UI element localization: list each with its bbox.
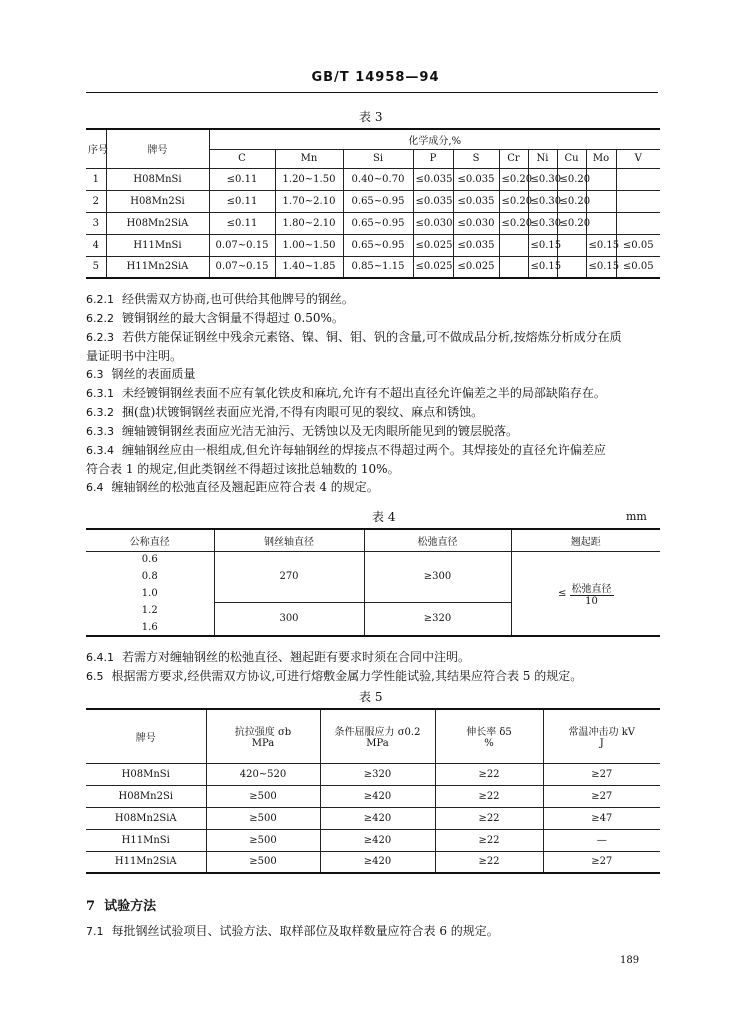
property-value: ≥500 xyxy=(206,851,320,873)
t4-diameter: 0.6 xyxy=(86,551,214,568)
row-seq: 1 xyxy=(86,168,106,190)
composition-cell xyxy=(557,256,586,278)
row-grade: H08MnSi xyxy=(106,168,209,190)
header-label: 伸长率 δ5 xyxy=(466,727,512,739)
header-unit: MPa xyxy=(366,738,389,750)
property-value: ≥500 xyxy=(206,807,320,829)
property-value: ≥500 xyxy=(206,829,320,851)
header-unit: MPa xyxy=(251,738,275,750)
composition-cell: ≤0.11 xyxy=(209,212,275,234)
section-7-number: 7 xyxy=(86,899,96,914)
property-value: ≥420 xyxy=(320,829,435,851)
row-grade: H08Mn2SiA xyxy=(106,212,209,234)
page-number: 189 xyxy=(620,955,640,966)
t4-diameter: 1.6 xyxy=(86,619,214,636)
composition-cell: ≤0.025 xyxy=(413,256,453,278)
composition-cell: ≤0.05 xyxy=(616,234,660,256)
paragraph-text: 每批钢丝试验项目、试验方法、取样部位及取样数量应符合表 6 的规定。 xyxy=(111,924,499,938)
composition-cell: ≤0.035 xyxy=(453,234,499,256)
row-seq: 5 xyxy=(86,256,106,278)
paragraph-line xyxy=(86,403,660,422)
t4-axle-270: 270 xyxy=(214,551,364,602)
property-header xyxy=(206,709,320,763)
header-label: 条件屈服应力 σ0.2 xyxy=(334,727,421,739)
paragraph-line xyxy=(86,365,660,384)
row-grade: H11MnSi xyxy=(106,234,209,256)
composition-cell: 1.80~2.10 xyxy=(275,212,343,234)
composition-cell: ≤0.030 xyxy=(453,212,499,234)
table-row xyxy=(86,234,660,256)
paragraph-text: 捆(盘)状镀铜钢丝表面应光滑,不得有肉眼可见的裂纹、麻点和锈蚀。 xyxy=(122,405,484,419)
paragraph-number: 6.2.1 xyxy=(86,293,114,306)
composition-cell: 0.07~0.15 xyxy=(209,256,275,278)
paragraph-text: 钢丝的表面质量 xyxy=(111,367,196,381)
composition-cell: ≤0.15 xyxy=(586,234,616,256)
col-seq-header: 序号 xyxy=(86,129,106,168)
row-seq: 2 xyxy=(86,190,106,212)
composition-cell: ≤0.035 xyxy=(453,190,499,212)
property-value: ≥22 xyxy=(435,763,543,785)
property-value: ≥500 xyxy=(206,785,320,807)
paragraph-text: 缠轴钢丝应由一根组成,但允许每轴钢丝的焊接点不得超过两个。其焊接处的直径允许偏差应 xyxy=(122,443,606,457)
paragraph-line xyxy=(86,384,660,403)
paragraph-text: 若供方能保证钢丝中残余元素铬、镍、铜、钼、钒的含量,可不做成品分析,按熔炼分析成分在质 xyxy=(122,330,622,344)
paragraph-number: 6.3.2 xyxy=(86,406,114,419)
paragraph-number: 6.3.3 xyxy=(86,425,114,438)
table3-caption: 表 3 xyxy=(359,110,383,124)
composition-cell: ≤0.025 xyxy=(413,234,453,256)
composition-cell xyxy=(586,190,616,212)
property-value: — xyxy=(543,829,660,851)
row-grade: H08MnSi xyxy=(86,763,206,785)
property-header xyxy=(86,709,206,763)
composition-cell: 1.70~2.10 xyxy=(275,190,343,212)
t4-lift-denominator: 10 xyxy=(585,595,598,607)
section-7-heading xyxy=(86,895,156,914)
composition-cell xyxy=(616,190,660,212)
row-seq: 3 xyxy=(86,212,106,234)
paragraph-line xyxy=(86,648,660,667)
property-value: ≥420 xyxy=(320,785,435,807)
property-value: ≥320 xyxy=(320,763,435,785)
element-header-s: S xyxy=(453,149,499,168)
t4-diameter: 0.8 xyxy=(86,568,214,585)
paragraph-number: 6.3.1 xyxy=(86,387,114,400)
standard-header: GB/T 14958—94 xyxy=(311,70,440,85)
t4-diameter: 1.2 xyxy=(86,602,214,619)
paragraph-block-6-2 xyxy=(86,290,660,497)
element-header-mn: Mn xyxy=(275,149,343,168)
table-row xyxy=(86,785,660,807)
composition-cell: ≤0.025 xyxy=(453,256,499,278)
composition-cell xyxy=(499,256,528,278)
property-value: ≥420 xyxy=(320,851,435,873)
composition-cell: ≤0.30 xyxy=(528,168,557,190)
property-value: ≥22 xyxy=(435,807,543,829)
table-row xyxy=(86,763,660,785)
table-row xyxy=(86,256,660,278)
composition-cell: ≤0.15 xyxy=(586,256,616,278)
paragraph-text: 缠轴钢丝的松弛直径及翘起距应符合表 4 的规定。 xyxy=(111,480,379,494)
paragraph-number: 6.3.4 xyxy=(86,444,114,457)
table4-caption: 表 4 xyxy=(372,510,396,524)
property-value: ≥27 xyxy=(543,763,660,785)
composition-cell xyxy=(499,234,528,256)
paragraph-text: 符合表 1 的规定,但此类钢丝不得超过该批总轴数的 10%。 xyxy=(86,462,400,476)
composition-cell: ≤0.20 xyxy=(557,212,586,234)
composition-cell: ≤0.20 xyxy=(557,168,586,190)
t4-relax-320: ≥320 xyxy=(364,602,511,636)
composition-cell: ≤0.035 xyxy=(413,190,453,212)
composition-cell xyxy=(616,212,660,234)
chem-composition-header: 化学成分,% xyxy=(209,129,660,149)
table-row xyxy=(86,190,660,212)
paragraph-block-6-4-1 xyxy=(86,648,660,686)
header-rule xyxy=(86,92,658,93)
property-value: ≥22 xyxy=(435,785,543,807)
paragraph-line xyxy=(86,441,660,460)
table-row xyxy=(86,168,660,190)
paragraph-text: 经供需双方协商,也可供给其他牌号的钢丝。 xyxy=(122,292,354,306)
composition-cell: 0.65~0.95 xyxy=(343,190,413,212)
table-row xyxy=(86,829,660,851)
t4-lift-formula xyxy=(511,551,660,636)
element-header-ni: Ni xyxy=(528,149,557,168)
row-grade: H08Mn2Si xyxy=(86,785,206,807)
property-value: ≥47 xyxy=(543,807,660,829)
t4-axle-300: 300 xyxy=(214,602,364,636)
t4-relax-300: ≥300 xyxy=(364,551,511,602)
composition-cell: ≤0.15 xyxy=(528,234,557,256)
composition-cell: ≤0.05 xyxy=(616,256,660,278)
paragraph-line xyxy=(86,309,660,328)
t4-header-relax-diameter: 松弛直径 xyxy=(364,529,511,551)
row-seq: 4 xyxy=(86,234,106,256)
row-grade: H08Mn2Si xyxy=(106,190,209,212)
composition-cell xyxy=(586,212,616,234)
table5-caption: 表 5 xyxy=(359,690,383,704)
composition-cell: 0.65~0.95 xyxy=(343,212,413,234)
element-header-cr: Cr xyxy=(499,149,528,168)
paragraph-number: 7.1 xyxy=(86,925,104,938)
paragraph-text: 根据需方要求,经供需双方协议,可进行熔敷金属力学性能试验,其结果应符合表 5 的规定。 xyxy=(111,669,583,683)
paragraph-7-1 xyxy=(86,922,660,941)
paragraph-text: 若需方对缠轴钢丝的松弛直径、翘起距有要求时须在合同中注明。 xyxy=(122,650,471,664)
composition-cell: ≤0.20 xyxy=(499,168,528,190)
property-value: ≥22 xyxy=(435,829,543,851)
relaxation-diameter-table xyxy=(86,528,660,637)
paragraph-number: 6.2.2 xyxy=(86,312,114,325)
property-value: 420~520 xyxy=(206,763,320,785)
paragraph-text: 量证明书中注明。 xyxy=(86,349,183,363)
composition-cell xyxy=(586,168,616,190)
row-grade: H11Mn2SiA xyxy=(86,851,206,873)
paragraph-line xyxy=(86,328,660,347)
composition-cell: 0.07~0.15 xyxy=(209,234,275,256)
row-grade: H11MnSi xyxy=(86,829,206,851)
table-row xyxy=(86,851,660,873)
paragraph-text: 镀铜钢丝的最大含铜量不得超过 0.50%。 xyxy=(122,311,344,325)
paragraph-text: 缠轴镀铜钢丝表面应光洁无油污、无锈蚀以及无肉眼所能见到的镀层脱落。 xyxy=(122,424,519,438)
element-header-si: Si xyxy=(343,149,413,168)
element-header-c: C xyxy=(209,149,275,168)
table-row xyxy=(86,212,660,234)
header-label: 常温冲击功 kV xyxy=(568,727,635,739)
header-unit: J xyxy=(599,738,604,750)
header-label: 抗拉强度 σb xyxy=(234,727,292,739)
paragraph-line xyxy=(86,478,660,497)
composition-cell: ≤0.030 xyxy=(413,212,453,234)
paragraph-line xyxy=(86,347,660,365)
composition-cell: 1.00~1.50 xyxy=(275,234,343,256)
composition-cell: 1.20~1.50 xyxy=(275,168,343,190)
paragraph-line xyxy=(86,290,660,309)
property-header xyxy=(320,709,435,763)
t4-lift-numerator: 松弛直径 xyxy=(570,580,614,596)
composition-cell xyxy=(616,168,660,190)
composition-cell: ≤0.20 xyxy=(557,190,586,212)
paragraph-number: 6.5 xyxy=(86,670,104,683)
property-value: ≥22 xyxy=(435,851,543,873)
row-grade: H08Mn2SiA xyxy=(86,807,206,829)
paragraph-line xyxy=(86,460,660,478)
property-value: ≥27 xyxy=(543,785,660,807)
t4-lift-prefix: ≤ xyxy=(557,587,567,599)
element-header-v: V xyxy=(616,149,660,168)
chemical-composition-table xyxy=(86,128,660,279)
paragraph-number: 6.2.3 xyxy=(86,331,114,344)
composition-cell: 0.40~0.70 xyxy=(343,168,413,190)
mechanical-properties-table xyxy=(86,708,660,874)
t4-diameter: 1.0 xyxy=(86,585,214,602)
element-header-mo: Mo xyxy=(586,149,616,168)
paragraph-number: 6.4 xyxy=(86,481,104,494)
composition-cell: ≤0.035 xyxy=(453,168,499,190)
composition-cell: 0.85~1.15 xyxy=(343,256,413,278)
header-unit: % xyxy=(484,738,494,750)
paragraph-number: 6.4.1 xyxy=(86,651,114,664)
property-value: ≥420 xyxy=(320,807,435,829)
element-header-p: P xyxy=(413,149,453,168)
composition-cell: 1.40~1.85 xyxy=(275,256,343,278)
composition-cell: ≤0.30 xyxy=(528,212,557,234)
composition-cell xyxy=(557,234,586,256)
t4-header-nominal-diameter: 公称直径 xyxy=(86,529,214,551)
property-value: ≥27 xyxy=(543,851,660,873)
composition-cell: ≤0.035 xyxy=(413,168,453,190)
property-header xyxy=(543,709,660,763)
composition-cell: 0.65~0.95 xyxy=(343,234,413,256)
composition-cell: ≤0.11 xyxy=(209,190,275,212)
composition-cell: ≤0.20 xyxy=(499,190,528,212)
col-grade-header: 牌号 xyxy=(106,129,209,168)
composition-cell: ≤0.20 xyxy=(499,212,528,234)
header-label: 牌号 xyxy=(135,732,156,744)
paragraph-number: 6.3 xyxy=(86,368,104,381)
paragraph-line xyxy=(86,667,660,686)
composition-cell: ≤0.30 xyxy=(528,190,557,212)
composition-cell: ≤0.11 xyxy=(209,168,275,190)
property-header xyxy=(435,709,543,763)
row-grade: H11Mn2SiA xyxy=(106,256,209,278)
table-row xyxy=(86,807,660,829)
table4-unit: mm xyxy=(626,510,647,523)
element-header-cu: Cu xyxy=(557,149,586,168)
section-7-title: 试验方法 xyxy=(104,899,157,914)
composition-cell: ≤0.15 xyxy=(528,256,557,278)
t4-header-lift-distance: 翘起距 xyxy=(511,529,660,551)
t4-header-axle-diameter: 钢丝轴直径 xyxy=(214,529,364,551)
paragraph-line xyxy=(86,422,660,441)
paragraph-text: 未经镀铜钢丝表面不应有氧化铁皮和麻坑,允许有不超出直径允许偏差之半的局部缺陷存在。 xyxy=(122,386,606,400)
